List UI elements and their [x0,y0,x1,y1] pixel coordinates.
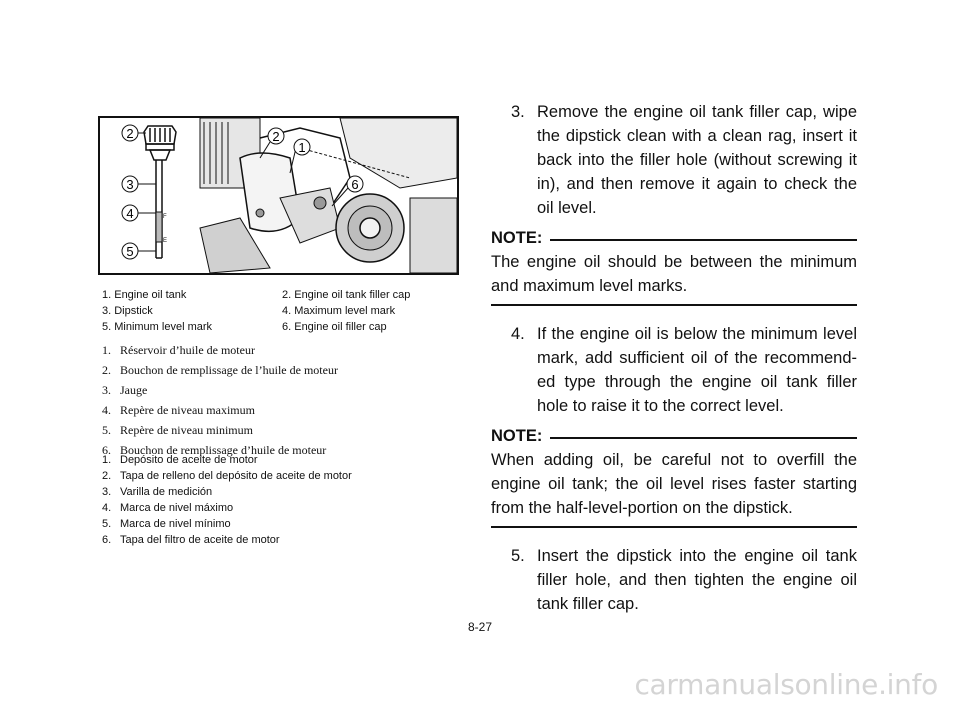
caption-spanish [102,452,462,548]
callout-1: 1 [298,140,306,155]
svg-text:E: E [163,238,168,244]
note-label: NOTE: [491,427,543,445]
step-text: If the engine oil is below the minimum level mark, add sufficient oil of the recommend-ed type through the engine oil tank filler hole to raise it to the correct level. [537,325,857,415]
caption-item: 4. Repère de niveau maximum [102,403,255,417]
note-block [491,226,857,306]
caption-row [102,303,462,319]
callout-6: 6 [351,177,359,192]
note-header [491,226,857,250]
caption-row [102,319,462,335]
note-rule [550,239,857,241]
dipstick-drawing [144,126,176,258]
caption-item: 4. Maximum level mark [282,305,396,317]
caption-item: 6. Bouchon de remplissage d’huile de moteur [102,443,327,457]
caption-item: 6. Tapa del filtro de aceite de motor [102,534,280,546]
note-header [491,424,857,448]
page-number: 8-27 [467,620,493,634]
caption-item: 6. Engine oil filler cap [282,321,387,333]
step-number: 3. [511,103,525,121]
caption-row [102,287,462,303]
caption-item: 3. Varilla de medición [102,486,213,498]
step-number: 5. [511,547,525,565]
caption-item: 2. Bouchon de remplissage de l’huile de moteur [102,363,338,377]
caption-item: 3. Jauge [102,383,148,397]
svg-text:F: F [163,214,167,220]
caption-item: 5. Marca de nivel mínimo [102,518,231,530]
step-number: 4. [511,325,525,343]
caption-item: 1. Réservoir d’huile de moteur [102,343,255,357]
caption-item: 5. Minimum level mark [102,321,213,333]
callout-5: 5 [126,244,134,259]
caption-item: 2. Engine oil tank filler cap [282,289,411,301]
note-text: The engine oil should be between the minimum and maximum level marks. [491,250,857,306]
step-4 [491,322,857,418]
watermark: carmanualsonline.info [634,668,938,701]
instructions-column [491,100,857,616]
callout-3: 3 [126,177,134,192]
callout-2-tank: 2 [272,129,280,144]
caption-item: 5. Repère de niveau minimum [102,423,253,437]
caption-french [102,340,462,460]
caption-english [102,287,462,335]
callout-4: 4 [126,206,134,221]
caption-item: 3. Dipstick [102,305,153,317]
step-5 [491,544,857,616]
caption-item: 2. Tapa de relleno del depósito de aceite de motor [102,470,352,482]
engine-drawing [200,118,457,273]
step-3 [491,100,857,220]
note-label: NOTE: [491,229,543,247]
engine-oil-illustration [98,116,459,275]
note-text: When adding oil, be careful not to overfill the engine oil tank; the oil level rises faster starting from the half-level-portion on the dipstick. [491,448,857,528]
callout-2-dipstick: 2 [126,126,134,141]
step-text: Insert the dipstick into the engine oil tank filler hole, and then tighten the engine oil tank filler cap. [537,547,857,613]
caption-item: 1. Depósito de aceite de motor [102,454,258,466]
step-text: Remove the engine oil tank filler cap, wipe the dipstick clean with a clean rag, insert it back into the filler hole (without screwing it in), and then remove it again to check the oil level. [537,103,857,217]
caption-item: 4. Marca de nivel máximo [102,502,234,514]
note-block [491,424,857,528]
note-rule [550,437,857,439]
caption-item: 1. Engine oil tank [102,289,187,301]
